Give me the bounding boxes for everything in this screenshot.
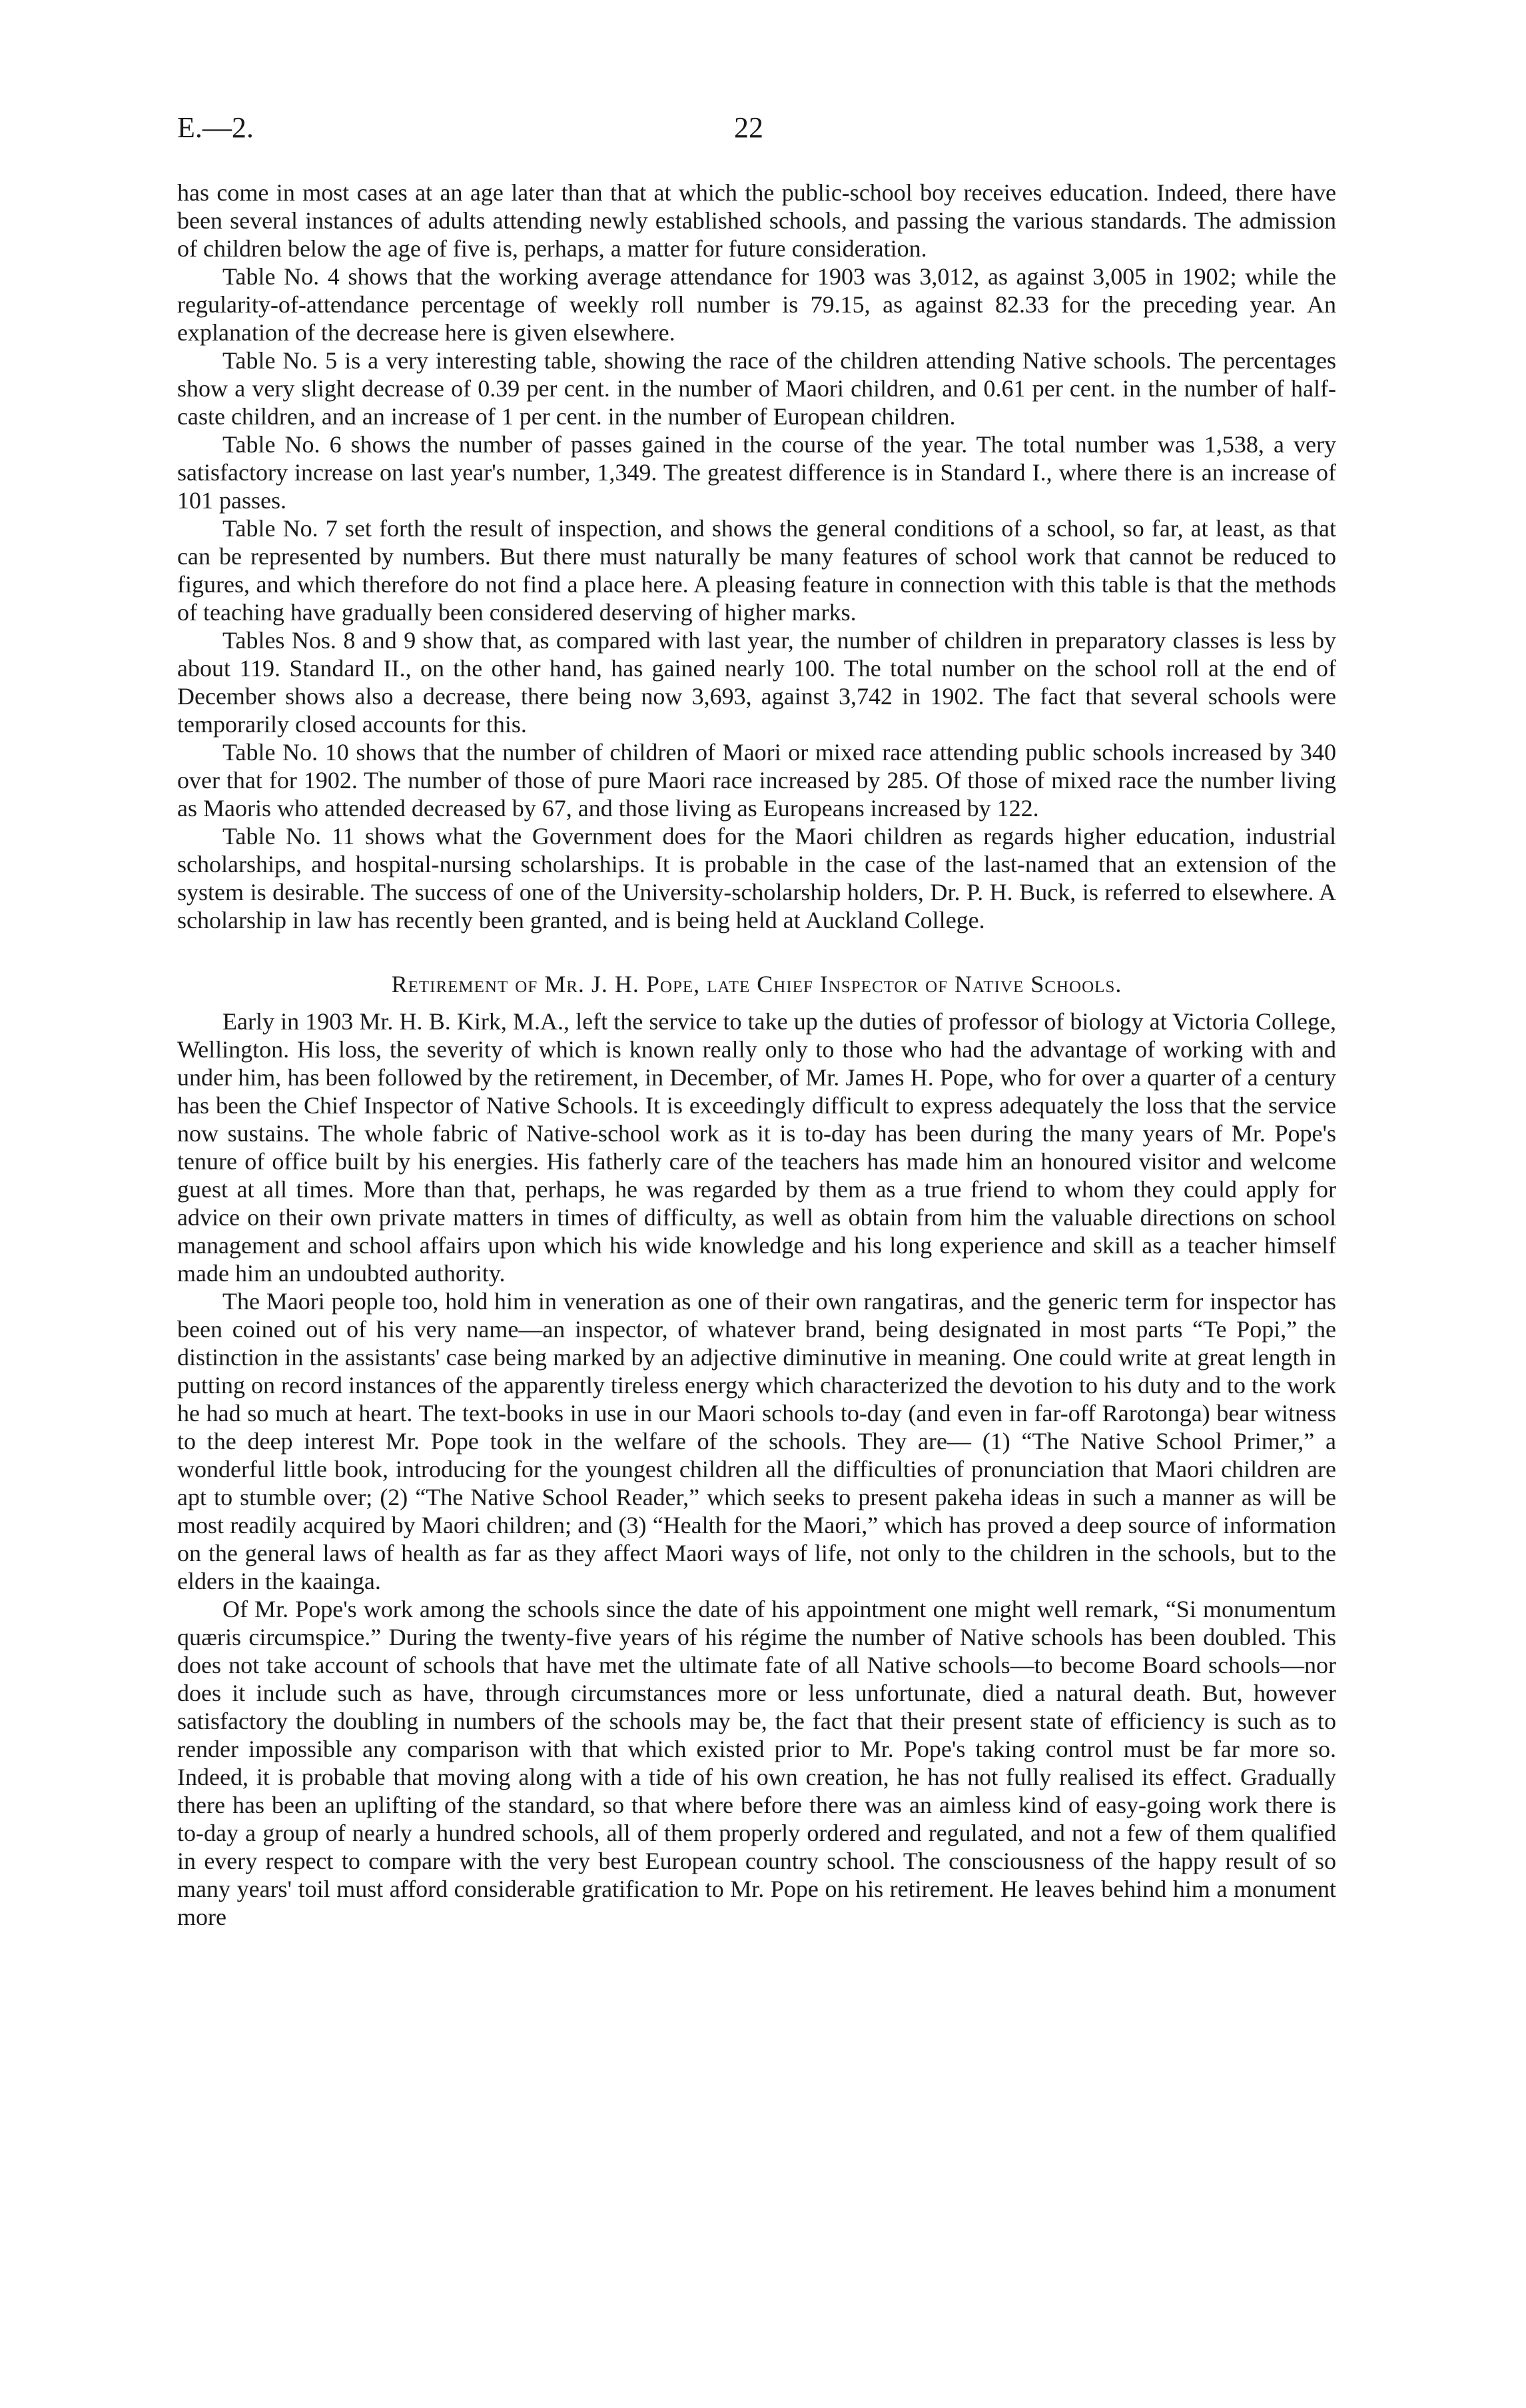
section-heading: Retirement of Mr. J. H. Pope, late Chief Inspector of Native Schools. (391, 971, 1122, 997)
paragraph: has come in most cases at an age later than that at which the public-school boy receives education. Indeed, there have been several instances of adults attending newly established schools, and passing the various standards. The admission of children below the age of five is, perhaps, a matter for future consideration. (177, 179, 1336, 262)
paragraph: Table No. 6 shows the number of passes gained in the course of the year. The total number was 1,538, a very satisfactory increase on last year's number, 1,349. The greatest difference is in Standard I., where there is an increase of 101 passes. (177, 431, 1336, 514)
paragraph: Table No. 4 shows that the working average attendance for 1903 was 3,012, as against 3,005 in 1902; while the regularity-of-attendance percentage of weekly roll number is 79.15, as against 82.33 for the preceding year. An explanation of the decrease here is given elsewhere. (177, 263, 1336, 346)
paragraph: Table No. 5 is a very interesting table, showing the race of the children attending Native schools. The percentages show a very slight decrease of 0.39 per cent. in the number of Maori children, and 0.61 per cent. in the number of half-caste children, and an increase of 1 per cent. in the number of European children. (177, 347, 1336, 430)
paragraph: Table No. 10 shows that the number of children of Maori or mixed race attending public schools increased by 340 over that for 1902. The number of those of pure Maori race increased by 285. Of those of mixed race the number living as Maoris who attended decreased by 67, and those living as Europeans increased by 122. (177, 739, 1336, 822)
document-body (177, 179, 1336, 1931)
paragraph: Early in 1903 Mr. H. B. Kirk, M.A., left the service to take up the duties of professor of biology at Victoria College, Wellington. His loss, the severity of which is known really only to those who had the advantage of working with and under him, has been followed by the retirement, in December, of Mr. James H. Pope, who for over a quarter of a century has been the Chief Inspector of Native Schools. It is exceedingly difficult to express adequately the loss that the service now sustains. The whole fabric of Native-school work as it is to-day has been during the many years of Mr. Pope's tenure of office built by his energies. His fatherly care of the teachers has made him an honoured visitor and welcome guest at all times. More than that, perhaps, he was regarded by them as a true friend to whom they could apply for advice on their own private matters in times of difficulty, as well as obtain from him the valuable directions on school management and school affairs upon which his wide knowledge and his long experience and skill as a teacher himself made him an undoubted authority. (177, 1008, 1336, 1287)
paragraph: Of Mr. Pope's work among the schools since the date of his appointment one might well remark, “Si monumentum quæris circumspice.” During the twenty-five years of his régime the number of Native schools has been doubled. This does not take account of schools that have met the ultimate fate of all Native schools—to become Board schools—nor does it include such as have, through circumstances more or less unfortunate, died a natural death. But, however satisfactory the doubling in numbers of the schools may be, the fact that their present state of efficiency is such as to render impossible any comparison with that which existed prior to Mr. Pope's taking control must be far more so. Indeed, it is probable that moving along with a tide of his own creation, he has not fully realised its effect. Gradually there has been an uplifting of the standard, so that where before there was an aimless kind of easy-going work there is to-day a group of nearly a hundred schools, all of them properly ordered and regulated, and not a few of them qualified in every respect to compare with the very best European country school. The consciousness of the happy result of so many years' toil must afford considerable gratification to Mr. Pope on his retirement. He leaves behind him a monument more (177, 1596, 1336, 1930)
paragraph: Tables Nos. 8 and 9 show that, as compared with last year, the number of children in preparatory classes is less by about 119. Standard II., on the other hand, has gained nearly 100. The total number on the school roll at the end of December shows also a decrease, there being now 3,693, against 3,742 in 1902. The fact that several schools were temporarily closed accounts for this. (177, 627, 1336, 738)
page-number: 22 (734, 111, 763, 144)
paragraph: Table No. 7 set forth the result of inspection, and shows the general conditions of a school, so far, at least, as that can be represented by numbers. But there must naturally be many features of school work that cannot be reduced to figures, and which therefore do not find a place here. A pleasing feature in connection with this table is that the methods of teaching have gradually been considered deserving of higher marks. (177, 515, 1336, 626)
paragraph: Table No. 11 shows what the Government does for the Maori children as regards higher education, industrial scholarships, and hospital-nursing scholarships. It is probable in the case of the last-named that an extension of the system is desirable. The success of one of the University-scholarship holders, Dr. P. H. Buck, is referred to elsewhere. A scholarship in law has recently been granted, and is being held at Auckland College. (177, 823, 1336, 933)
paragraph: The Maori people too, hold him in veneration as one of their own rangatiras, and the generic term for inspector has been coined out of his very name—an inspector, of whatever brand, being designated in most parts “Te Popi,” the distinction in the assistants' case being marked by an adjective diminutive in meaning. One could write at great length in putting on record instances of the apparently tireless energy which characterized the devotion to his duty and to the work he had so much at heart. The text-books in use in our Maori schools to-day (and even in far-off Rarotonga) bear witness to the deep interest Mr. Pope took in the welfare of the schools. They are— (1) “The Native School Primer,” a wonderful little book, introducing for the youngest children all the difficulties of pronunciation that Maori children are apt to stumble over; (2) “The Native School Reader,” which seeks to present pakeha ideas in such a manner as will be most readily acquired by Maori children; and (3) “Health for the Maori,” which has proved a deep source of information on the general laws of health as far as they affect Maori ways of life, not only to the children in the schools, but to the elders in the kaainga. (177, 1288, 1336, 1594)
page-reference: E.—2. (177, 111, 254, 144)
